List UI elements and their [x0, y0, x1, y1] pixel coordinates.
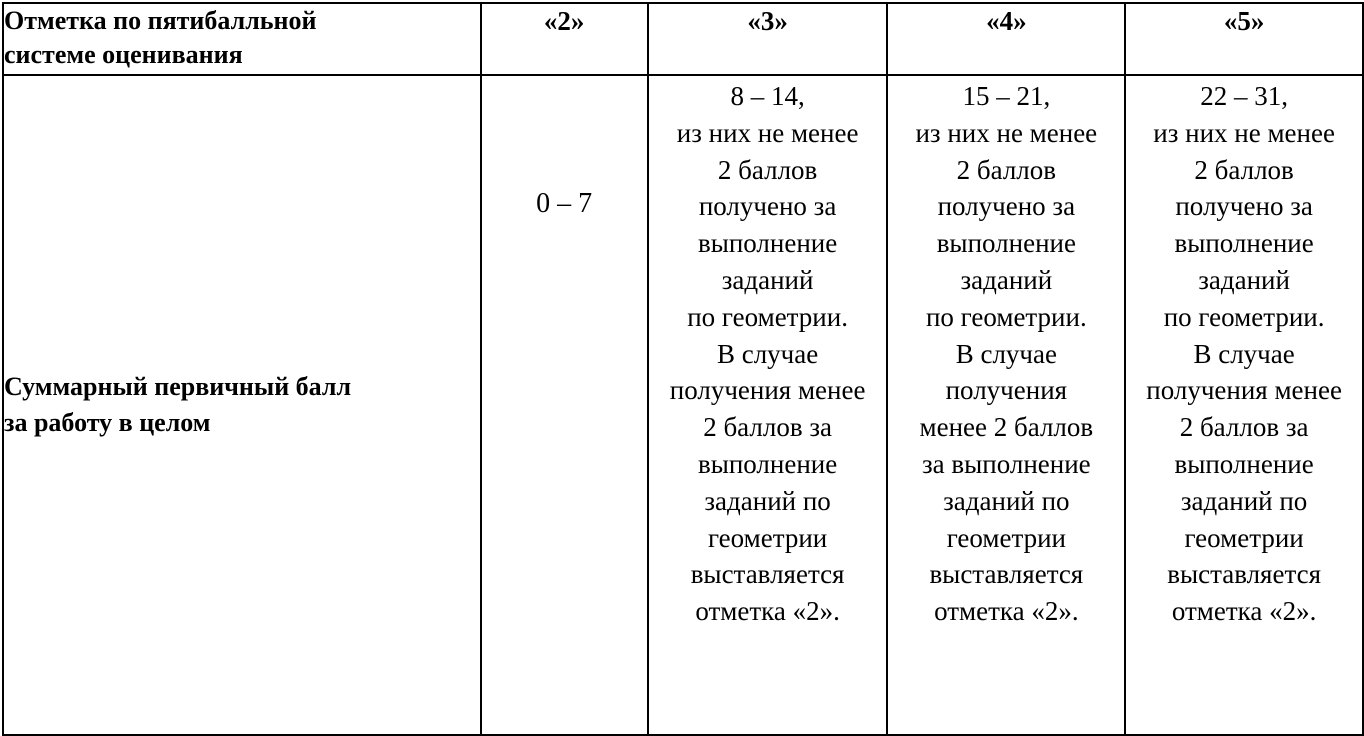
row-label-cell [3, 75, 481, 735]
criteria-grade-5-line: выполнение [1174, 228, 1314, 259]
criteria-grade-5-line: В случае [1193, 338, 1295, 369]
criteria-grade-4-line: геометрии [946, 522, 1066, 553]
criteria-grade-3-line: 2 баллов за [703, 412, 832, 443]
criteria-grade-3-line: из них не менее [676, 117, 859, 148]
criteria-grade-5-line: отметка «2». [1171, 596, 1317, 627]
criteria-grade-4-line: выполнение [936, 228, 1076, 259]
criteria-grade-5-line: 2 баллов за [1179, 412, 1309, 443]
criteria-grade-5-line: по геометрии. [1163, 301, 1325, 332]
criteria-grade-5-line: геометрии [1184, 522, 1304, 553]
criteria-grade-3-line: геометрии [707, 522, 828, 553]
header-grade-2: «2» [481, 3, 648, 75]
criteria-grade-3-line: заданий [721, 264, 814, 295]
header-label-line1: Отметка по пятибалльной [4, 6, 317, 35]
criteria-grade-5-line: из них не менее [1153, 117, 1335, 148]
criteria-grade-3-line: по геометрии. [687, 301, 848, 332]
criteria-grade-4-line: отметка «2». [934, 596, 1079, 627]
criteria-grade-3-line: получения менее [669, 375, 866, 406]
criteria-grade-3-line: отметка «2». [695, 596, 840, 627]
criteria-grade-5-line: заданий по [1180, 485, 1308, 516]
criteria-grade-4-line: В случае [955, 338, 1057, 369]
criteria-grade-4-line: получено за [937, 191, 1076, 222]
criteria-grade-4-line: заданий [960, 264, 1053, 295]
criteria-grade-3 [648, 75, 888, 735]
header-row [3, 3, 1363, 75]
criteria-grade-3-line: выставляется [690, 559, 845, 590]
criteria-grade-5 [1125, 75, 1363, 735]
criteria-grade-3-line: В случае [716, 338, 819, 369]
header-grade-3: «3» [648, 3, 888, 75]
range-grade-2: 0 – 7 [481, 75, 648, 735]
criteria-grade-3-line: 8 – 14, [730, 81, 805, 111]
header-label-line2: системе оценивания [4, 40, 243, 69]
criteria-grade-4-line: по геометрии. [925, 301, 1087, 332]
criteria-grade-4-line: получения [945, 375, 1068, 406]
criteria-grade-5-line: получения менее [1146, 375, 1342, 406]
criteria-grade-4-line: заданий по [943, 485, 1070, 516]
row-label-line1: Суммарный первичный балл [4, 372, 352, 401]
row-label-line2: за работу в целом [4, 408, 211, 437]
header-grade-4: «4» [887, 3, 1125, 75]
criteria-grade-5-line: выставляется [1167, 559, 1321, 590]
grading-table [2, 2, 1364, 736]
criteria-grade-5-line: получено за [1175, 191, 1313, 222]
criteria-grade-5-line: заданий [1198, 264, 1290, 295]
criteria-grade-4-line: 2 баллов [956, 154, 1057, 185]
criteria-grade-3-line: выполнение [697, 228, 838, 259]
criteria-grade-4 [887, 75, 1125, 735]
criteria-grade-3-line: заданий по [704, 485, 831, 516]
criteria-grade-4-line: 15 – 21, [962, 81, 1051, 111]
criteria-grade-5-line: 2 баллов [1194, 154, 1294, 185]
criteria-grade-4-line: за выполнение [922, 448, 1091, 479]
criteria-grade-4-line: из них не менее [915, 117, 1098, 148]
criteria-grade-4-line: выставляется [929, 559, 1084, 590]
header-grade-5: «5» [1125, 3, 1363, 75]
criteria-grade-5-line: 22 – 31, [1200, 81, 1288, 111]
criteria-grade-4-line: менее 2 баллов [919, 412, 1094, 443]
score-row [3, 75, 1363, 735]
header-label-cell [3, 3, 481, 75]
criteria-grade-5-line: выполнение [1174, 448, 1314, 479]
criteria-grade-3-line: выполнение [697, 448, 838, 479]
criteria-grade-3-line: 2 баллов [717, 154, 818, 185]
criteria-grade-3-line: получено за [698, 191, 837, 222]
